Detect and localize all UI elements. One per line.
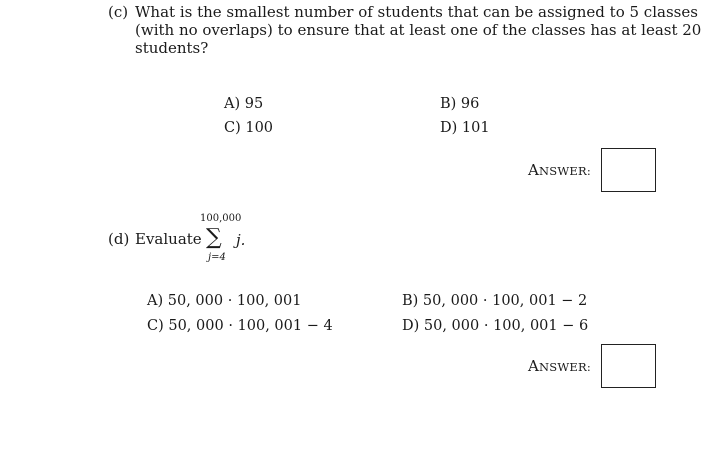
question-d-prompt: Evaluate xyxy=(135,230,202,248)
question-d-answer-label-initial: A xyxy=(528,357,540,375)
question-c-option-b: B) 96 xyxy=(440,96,480,112)
question-c-line-3: students? xyxy=(135,39,209,57)
sum-lower-limit: j=4 xyxy=(208,252,226,263)
question-c-answer-label-initial: A xyxy=(528,161,540,179)
question-d-answer-box[interactable] xyxy=(601,344,656,388)
question-c-option-a: A) 95 xyxy=(224,96,264,112)
question-c-answer-box[interactable] xyxy=(601,148,656,192)
question-d-option-c: C) 50, 000 · 100, 001 − 4 xyxy=(147,318,333,334)
question-c-label: (c) xyxy=(108,3,129,21)
question-c-line-2: (with no overlaps) to ensure that at least one of the classes has at least 20 xyxy=(135,21,702,39)
question-d-label: (d) xyxy=(108,230,130,248)
question-d-option-b: B) 50, 000 · 100, 001 − 2 xyxy=(402,293,588,309)
question-d-answer-label-rest: NSWER: xyxy=(539,360,591,374)
summand: j. xyxy=(236,231,246,249)
question-d-option-d: D) 50, 000 · 100, 001 − 6 xyxy=(402,318,589,334)
question-d-option-a: A) 50, 000 · 100, 001 xyxy=(147,293,302,309)
question-c-option-d: D) 101 xyxy=(440,120,490,136)
question-c-option-c: C) 100 xyxy=(224,120,274,136)
question-c-answer-label-rest: NSWER: xyxy=(539,164,591,178)
question-c-line-1: What is the smallest number of students that can be assigned to 5 classes xyxy=(135,3,698,21)
question-d-answer-label xyxy=(528,357,591,375)
sum-upper-limit: 100,000 xyxy=(200,213,242,224)
question-c-answer-label xyxy=(528,161,591,179)
sigma-symbol: ∑ xyxy=(206,225,222,250)
